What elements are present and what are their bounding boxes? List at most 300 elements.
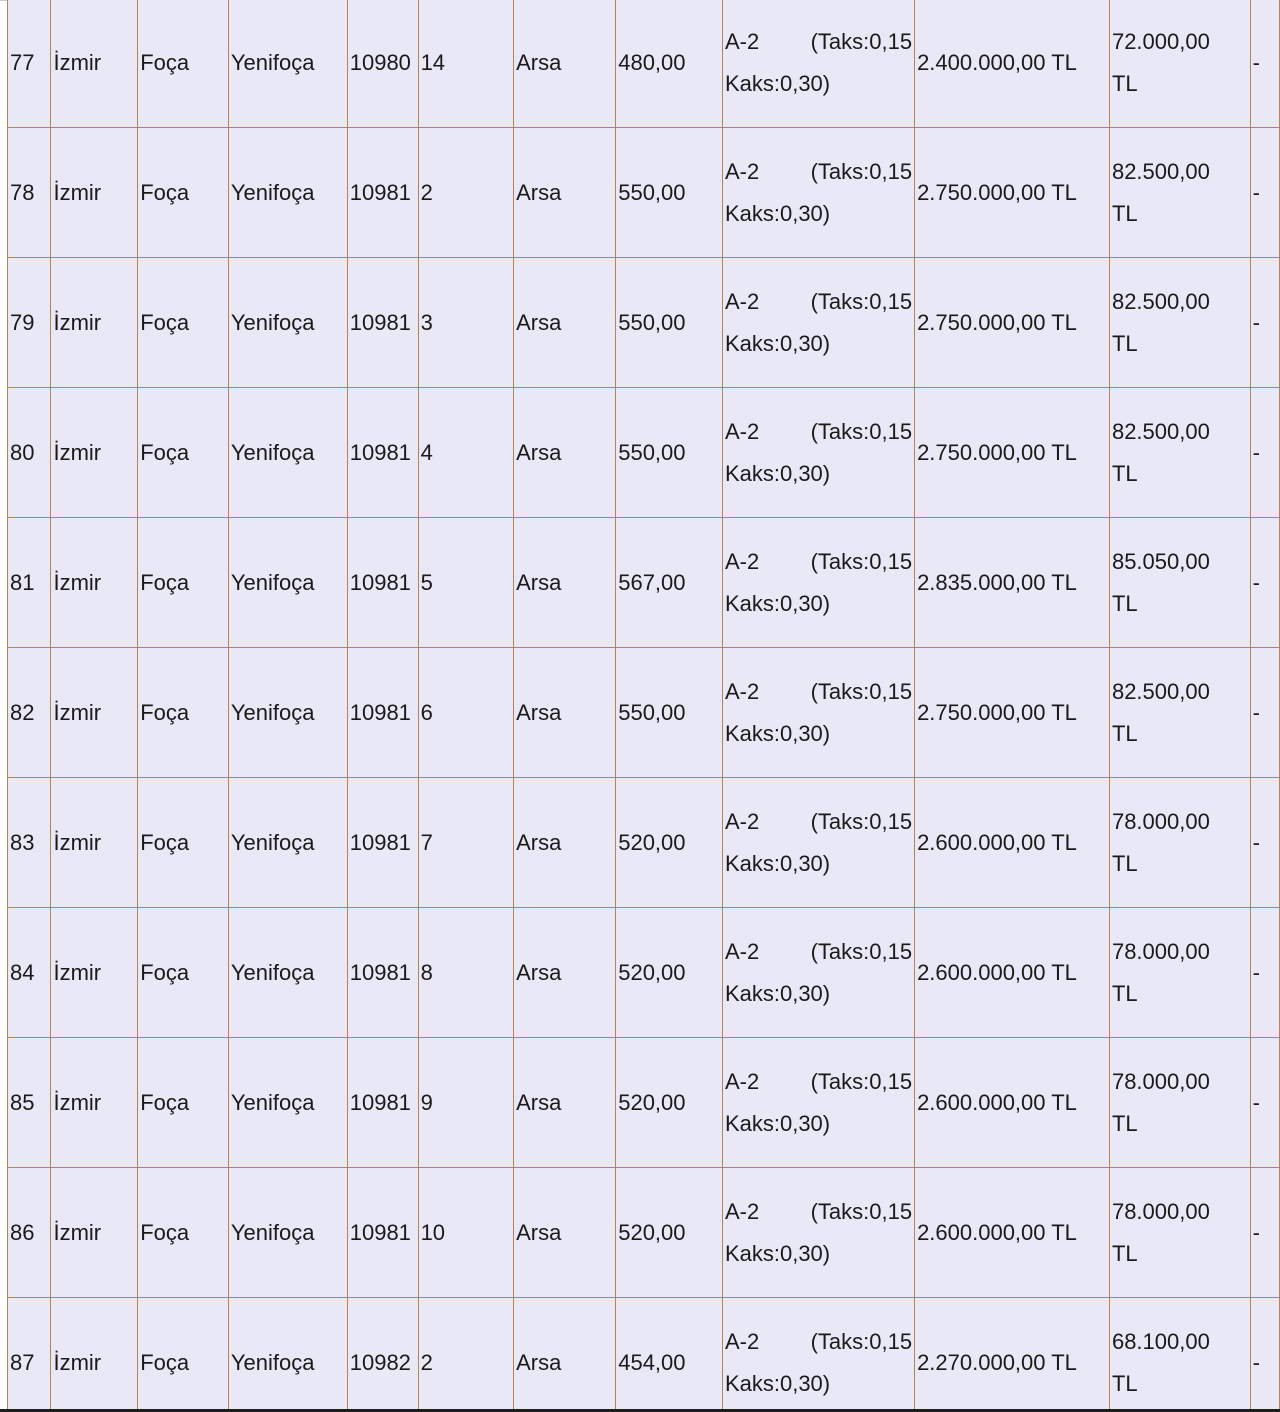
price-cell xyxy=(915,258,1110,388)
parcel-number: 5 xyxy=(420,569,433,595)
guarantee-cell xyxy=(1109,648,1250,778)
zoning-taks: (Taks:0,15 xyxy=(810,158,913,184)
province-cell xyxy=(51,1038,138,1168)
property-type-cell xyxy=(514,908,616,1038)
row-number-cell xyxy=(8,0,51,128)
area-cell xyxy=(616,518,723,648)
row-number: 86 xyxy=(10,1219,35,1245)
table-row xyxy=(8,648,1280,778)
block-number: 10981 xyxy=(349,699,411,725)
district-cell xyxy=(138,1298,229,1412)
property-type: Arsa xyxy=(516,439,562,465)
table-row xyxy=(8,0,1280,128)
last-column-cell xyxy=(1250,648,1279,778)
guarantee-amount: 78.000,00 xyxy=(1111,1198,1210,1224)
last-column-value: - xyxy=(1252,179,1260,205)
last-column-cell xyxy=(1250,518,1279,648)
parcel-number: 9 xyxy=(420,1089,433,1115)
guarantee-currency: TL xyxy=(1111,1240,1138,1266)
zoning-line-1 xyxy=(725,1061,912,1103)
district-cell xyxy=(138,0,229,128)
row-number-cell xyxy=(8,1038,51,1168)
district-cell xyxy=(138,258,229,388)
district-cell xyxy=(138,388,229,518)
area-cell xyxy=(616,1168,723,1298)
neighborhood: Yenifoça xyxy=(230,439,315,465)
property-table xyxy=(7,0,1280,1412)
table-row xyxy=(8,908,1280,1038)
neighborhood-cell xyxy=(228,1168,347,1298)
row-number-cell xyxy=(8,648,51,778)
last-column-cell xyxy=(1250,1168,1279,1298)
zoning-line-1 xyxy=(725,151,912,193)
price-cell xyxy=(915,0,1110,128)
parcel-number: 6 xyxy=(420,699,433,725)
table-row xyxy=(8,388,1280,518)
guarantee-cell xyxy=(1109,388,1250,518)
estimated-price: 2.750.000,00 TL xyxy=(917,309,1077,335)
row-number: 81 xyxy=(10,569,35,595)
property-type-cell xyxy=(514,1168,616,1298)
zoning-taks: (Taks:0,15 xyxy=(810,938,913,964)
parcel-number: 3 xyxy=(420,309,433,335)
zoning-cell xyxy=(722,518,914,648)
province-cell xyxy=(51,0,138,128)
district: Foça xyxy=(140,959,190,985)
zoning-kaks: Kaks:0,30) xyxy=(724,70,831,96)
guarantee-currency: TL xyxy=(1111,850,1138,876)
row-number: 82 xyxy=(10,699,35,725)
zoning-taks: (Taks:0,15 xyxy=(810,808,913,834)
zoning-taks: (Taks:0,15 xyxy=(810,1198,913,1224)
row-number-cell xyxy=(8,908,51,1038)
zoning-line-1 xyxy=(725,411,912,453)
district-cell xyxy=(138,1168,229,1298)
zoning-code: A-2 xyxy=(724,678,760,704)
area: 480,00 xyxy=(618,49,686,75)
zoning-cell xyxy=(722,0,914,128)
province: İzmir xyxy=(53,309,102,335)
guarantee-cell xyxy=(1109,1038,1250,1168)
row-number-cell xyxy=(8,778,51,908)
guarantee-currency: TL xyxy=(1111,980,1138,1006)
table-row xyxy=(8,778,1280,908)
guarantee-amount: 72.000,00 xyxy=(1111,28,1210,54)
row-number: 85 xyxy=(10,1089,35,1115)
zoning-kaks: Kaks:0,30) xyxy=(724,850,831,876)
estimated-price: 2.600.000,00 TL xyxy=(917,959,1077,985)
neighborhood-cell xyxy=(228,0,347,128)
block-number: 10981 xyxy=(349,179,411,205)
parcel-number: 2 xyxy=(420,179,433,205)
estimated-price: 2.600.000,00 TL xyxy=(917,829,1077,855)
guarantee-amount: 82.500,00 xyxy=(1111,678,1210,704)
zoning-taks: (Taks:0,15 xyxy=(810,28,913,54)
row-number-cell xyxy=(8,388,51,518)
property-type-cell xyxy=(514,778,616,908)
block-cell xyxy=(347,388,418,518)
zoning-line-1 xyxy=(725,801,912,843)
property-type-cell xyxy=(514,518,616,648)
last-column-value: - xyxy=(1252,309,1260,335)
guarantee-amount: 85.050,00 xyxy=(1111,548,1210,574)
guarantee-amount: 78.000,00 xyxy=(1111,1068,1210,1094)
neighborhood: Yenifoça xyxy=(230,1349,315,1375)
zoning-line-1 xyxy=(725,1321,912,1363)
area: 520,00 xyxy=(618,1219,686,1245)
neighborhood-cell xyxy=(228,388,347,518)
price-cell xyxy=(915,1168,1110,1298)
estimated-price: 2.270.000,00 TL xyxy=(917,1349,1077,1375)
neighborhood-cell xyxy=(228,908,347,1038)
province: İzmir xyxy=(53,1219,102,1245)
guarantee-amount: 82.500,00 xyxy=(1111,418,1210,444)
parcel-cell xyxy=(418,1038,514,1168)
price-cell xyxy=(915,778,1110,908)
block-number: 10981 xyxy=(349,829,411,855)
row-number-cell xyxy=(8,258,51,388)
zoning-code: A-2 xyxy=(724,1198,760,1224)
property-type-cell xyxy=(514,258,616,388)
area: 454,00 xyxy=(618,1349,686,1375)
zoning-cell xyxy=(722,1038,914,1168)
row-number: 79 xyxy=(10,309,35,335)
block-number: 10981 xyxy=(349,439,411,465)
guarantee-currency: TL xyxy=(1111,590,1138,616)
province: İzmir xyxy=(53,1089,102,1115)
guarantee-cell xyxy=(1109,518,1250,648)
guarantee-cell xyxy=(1109,258,1250,388)
neighborhood-cell xyxy=(228,518,347,648)
table-row xyxy=(8,1298,1280,1412)
table-row xyxy=(8,128,1280,258)
zoning-line-1 xyxy=(725,281,912,323)
zoning-cell xyxy=(722,1168,914,1298)
zoning-code: A-2 xyxy=(724,1068,760,1094)
zoning-code: A-2 xyxy=(724,808,760,834)
block-cell xyxy=(347,518,418,648)
property-type: Arsa xyxy=(516,959,562,985)
price-cell xyxy=(915,518,1110,648)
last-column-value: - xyxy=(1252,1089,1260,1115)
guarantee-currency: TL xyxy=(1111,330,1138,356)
district: Foça xyxy=(140,439,190,465)
parcel-number: 2 xyxy=(420,1349,433,1375)
district: Foça xyxy=(140,1219,190,1245)
zoning-taks: (Taks:0,15 xyxy=(810,678,913,704)
area: 550,00 xyxy=(618,179,686,205)
province-cell xyxy=(51,648,138,778)
guarantee-amount: 78.000,00 xyxy=(1111,938,1210,964)
province-cell xyxy=(51,388,138,518)
table-body xyxy=(8,0,1280,1412)
price-cell xyxy=(915,1298,1110,1412)
area-cell xyxy=(616,128,723,258)
guarantee-amount: 82.500,00 xyxy=(1111,158,1210,184)
parcel-cell xyxy=(418,518,514,648)
zoning-code: A-2 xyxy=(724,418,760,444)
last-column-cell xyxy=(1250,908,1279,1038)
guarantee-cell xyxy=(1109,908,1250,1038)
zoning-taks: (Taks:0,15 xyxy=(810,1068,913,1094)
area: 550,00 xyxy=(618,309,686,335)
neighborhood: Yenifoça xyxy=(230,49,315,75)
province-cell xyxy=(51,128,138,258)
zoning-cell xyxy=(722,648,914,778)
neighborhood-cell xyxy=(228,778,347,908)
zoning-code: A-2 xyxy=(724,288,760,314)
price-cell xyxy=(915,648,1110,778)
district: Foça xyxy=(140,569,190,595)
property-type: Arsa xyxy=(516,699,562,725)
zoning-cell xyxy=(722,908,914,1038)
row-number: 78 xyxy=(10,179,35,205)
table-row xyxy=(8,258,1280,388)
area-cell xyxy=(616,0,723,128)
last-column-cell xyxy=(1250,778,1279,908)
district: Foça xyxy=(140,309,190,335)
price-cell xyxy=(915,908,1110,1038)
property-type-cell xyxy=(514,1038,616,1168)
neighborhood-cell xyxy=(228,648,347,778)
parcel-cell xyxy=(418,1168,514,1298)
area-cell xyxy=(616,648,723,778)
property-type: Arsa xyxy=(516,1219,562,1245)
guarantee-cell xyxy=(1109,0,1250,128)
estimated-price: 2.400.000,00 TL xyxy=(917,49,1077,75)
row-number: 87 xyxy=(10,1349,35,1375)
estimated-price: 2.750.000,00 TL xyxy=(917,179,1077,205)
block-cell xyxy=(347,908,418,1038)
zoning-line-1 xyxy=(725,671,912,713)
block-number: 10982 xyxy=(349,1349,411,1375)
property-type-cell xyxy=(514,388,616,518)
property-type: Arsa xyxy=(516,1089,562,1115)
guarantee-cell xyxy=(1109,128,1250,258)
province: İzmir xyxy=(53,569,102,595)
block-cell xyxy=(347,128,418,258)
neighborhood: Yenifoça xyxy=(230,1089,315,1115)
zoning-line-1 xyxy=(725,21,912,63)
block-cell xyxy=(347,648,418,778)
parcel-cell xyxy=(418,128,514,258)
area: 550,00 xyxy=(618,699,686,725)
province-cell xyxy=(51,258,138,388)
area: 520,00 xyxy=(618,1089,686,1115)
zoning-cell xyxy=(722,258,914,388)
province-cell xyxy=(51,518,138,648)
neighborhood: Yenifoça xyxy=(230,309,315,335)
province-cell xyxy=(51,1298,138,1412)
area-cell xyxy=(616,388,723,518)
zoning-code: A-2 xyxy=(724,938,760,964)
parcel-number: 4 xyxy=(420,439,433,465)
guarantee-currency: TL xyxy=(1111,1110,1138,1136)
last-column-value: - xyxy=(1252,699,1260,725)
guarantee-cell xyxy=(1109,1168,1250,1298)
property-type-cell xyxy=(514,1298,616,1412)
district: Foça xyxy=(140,1089,190,1115)
block-number: 10981 xyxy=(349,1089,411,1115)
block-cell xyxy=(347,1038,418,1168)
row-number: 77 xyxy=(10,49,35,75)
zoning-code: A-2 xyxy=(724,1328,760,1354)
last-column-value: - xyxy=(1252,439,1260,465)
district: Foça xyxy=(140,699,190,725)
estimated-price: 2.600.000,00 TL xyxy=(917,1219,1077,1245)
last-column-value: - xyxy=(1252,829,1260,855)
neighborhood-cell xyxy=(228,128,347,258)
parcel-number: 7 xyxy=(420,829,433,855)
district-cell xyxy=(138,518,229,648)
block-cell xyxy=(347,1298,418,1412)
guarantee-amount: 82.500,00 xyxy=(1111,288,1210,314)
parcel-cell xyxy=(418,388,514,518)
parcel-number: 14 xyxy=(420,49,446,75)
zoning-line-1 xyxy=(725,1191,912,1233)
estimated-price: 2.750.000,00 TL xyxy=(917,699,1077,725)
zoning-taks: (Taks:0,15 xyxy=(810,288,913,314)
area-cell xyxy=(616,908,723,1038)
block-cell xyxy=(347,0,418,128)
last-column-cell xyxy=(1250,1038,1279,1168)
zoning-kaks: Kaks:0,30) xyxy=(724,720,831,746)
row-number-cell xyxy=(8,518,51,648)
last-column-cell xyxy=(1250,1298,1279,1412)
estimated-price: 2.600.000,00 TL xyxy=(917,1089,1077,1115)
last-column-cell xyxy=(1250,388,1279,518)
province: İzmir xyxy=(53,829,102,855)
district-cell xyxy=(138,128,229,258)
neighborhood: Yenifoça xyxy=(230,959,315,985)
zoning-cell xyxy=(722,778,914,908)
parcel-cell xyxy=(418,648,514,778)
zoning-line-1 xyxy=(725,541,912,583)
province: İzmir xyxy=(53,1349,102,1375)
district-cell xyxy=(138,778,229,908)
zoning-cell xyxy=(722,1298,914,1412)
row-number: 80 xyxy=(10,439,35,465)
area: 567,00 xyxy=(618,569,686,595)
district: Foça xyxy=(140,1349,190,1375)
area: 520,00 xyxy=(618,959,686,985)
guarantee-currency: TL xyxy=(1111,1370,1138,1396)
row-number-cell xyxy=(8,1168,51,1298)
district-cell xyxy=(138,648,229,778)
block-number: 10981 xyxy=(349,1219,411,1245)
property-type: Arsa xyxy=(516,1349,562,1375)
guarantee-cell xyxy=(1109,1298,1250,1412)
province: İzmir xyxy=(53,179,102,205)
guarantee-amount: 68.100,00 xyxy=(1111,1328,1210,1354)
area-cell xyxy=(616,778,723,908)
province-cell xyxy=(51,778,138,908)
area: 550,00 xyxy=(618,439,686,465)
neighborhood-cell xyxy=(228,1298,347,1412)
last-column-value: - xyxy=(1252,569,1260,595)
property-type: Arsa xyxy=(516,829,562,855)
neighborhood: Yenifoça xyxy=(230,179,315,205)
zoning-kaks: Kaks:0,30) xyxy=(724,200,831,226)
zoning-code: A-2 xyxy=(724,548,760,574)
neighborhood: Yenifoça xyxy=(230,699,315,725)
province: İzmir xyxy=(53,439,102,465)
zoning-kaks: Kaks:0,30) xyxy=(724,460,831,486)
parcel-cell xyxy=(418,1298,514,1412)
district: Foça xyxy=(140,829,190,855)
zoning-kaks: Kaks:0,30) xyxy=(724,590,831,616)
neighborhood-cell xyxy=(228,1038,347,1168)
block-number: 10981 xyxy=(349,959,411,985)
parcel-cell xyxy=(418,908,514,1038)
zoning-kaks: Kaks:0,30) xyxy=(724,330,831,356)
neighborhood: Yenifoça xyxy=(230,829,315,855)
row-number: 84 xyxy=(10,959,35,985)
parcel-cell xyxy=(418,258,514,388)
zoning-code: A-2 xyxy=(724,28,760,54)
last-column-cell xyxy=(1250,0,1279,128)
last-column-value: - xyxy=(1252,1349,1260,1375)
row-number-cell xyxy=(8,1298,51,1412)
row-number: 83 xyxy=(10,829,35,855)
property-type-cell xyxy=(514,128,616,258)
property-type: Arsa xyxy=(516,179,562,205)
property-type: Arsa xyxy=(516,309,562,335)
neighborhood: Yenifoça xyxy=(230,569,315,595)
area-cell xyxy=(616,1038,723,1168)
parcel-cell xyxy=(418,0,514,128)
last-column-value: - xyxy=(1252,959,1260,985)
table-row xyxy=(8,1038,1280,1168)
district-cell xyxy=(138,1038,229,1168)
district-cell xyxy=(138,908,229,1038)
zoning-kaks: Kaks:0,30) xyxy=(724,1240,831,1266)
block-number: 10980 xyxy=(349,49,411,75)
block-number: 10981 xyxy=(349,309,411,335)
zoning-kaks: Kaks:0,30) xyxy=(724,1110,831,1136)
zoning-line-1 xyxy=(725,931,912,973)
zoning-taks: (Taks:0,15 xyxy=(810,418,913,444)
block-cell xyxy=(347,1168,418,1298)
guarantee-currency: TL xyxy=(1111,460,1138,486)
province: İzmir xyxy=(53,49,102,75)
price-cell xyxy=(915,1038,1110,1168)
property-type: Arsa xyxy=(516,569,562,595)
district: Foça xyxy=(140,49,190,75)
zoning-code: A-2 xyxy=(724,158,760,184)
table-row xyxy=(8,1168,1280,1298)
area-cell xyxy=(616,1298,723,1412)
zoning-cell xyxy=(722,388,914,518)
guarantee-cell xyxy=(1109,778,1250,908)
row-number-cell xyxy=(8,128,51,258)
parcel-number: 10 xyxy=(420,1219,446,1245)
province-cell xyxy=(51,908,138,1038)
district: Foça xyxy=(140,179,190,205)
price-cell xyxy=(915,128,1110,258)
neighborhood-cell xyxy=(228,258,347,388)
last-column-cell xyxy=(1250,258,1279,388)
last-column-value: - xyxy=(1252,1219,1260,1245)
parcel-number: 8 xyxy=(420,959,433,985)
parcel-cell xyxy=(418,778,514,908)
block-number: 10981 xyxy=(349,569,411,595)
property-type-cell xyxy=(514,648,616,778)
property-type: Arsa xyxy=(516,49,562,75)
zoning-taks: (Taks:0,15 xyxy=(810,1328,913,1354)
guarantee-amount: 78.000,00 xyxy=(1111,808,1210,834)
block-cell xyxy=(347,778,418,908)
